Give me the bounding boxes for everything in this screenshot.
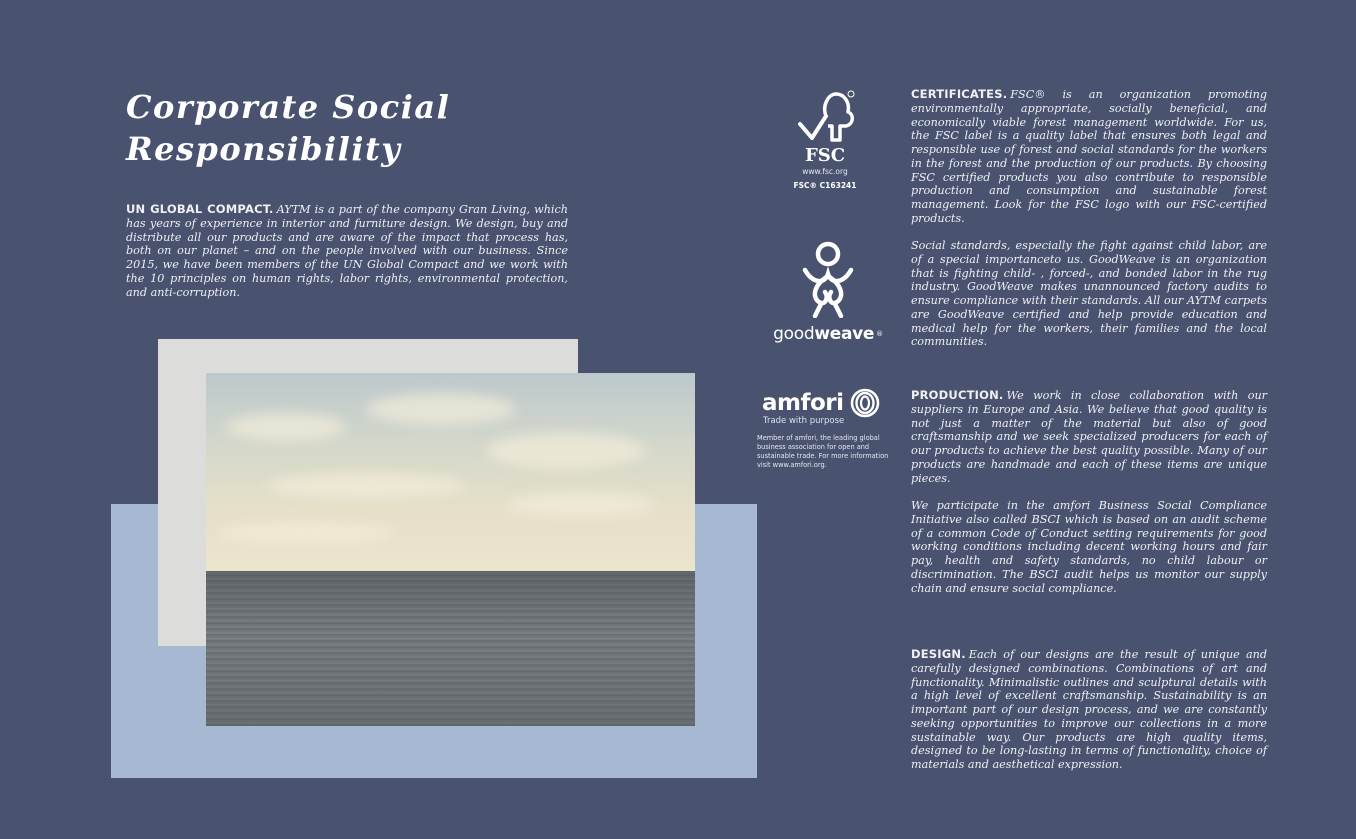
amfori-tagline: Trade with purpose (763, 416, 845, 426)
sea-horizon-photo (206, 373, 695, 726)
certificates-text: FSC® is an organization promoting environmentally appropriate, socially beneficial, and economically viable forest management worldwide. For us, the FSC label is a quality label that ensures both legal and responsible use of forest and social standards for the workers in the forest and the production of our products. By choosing FSC certified products you also contribute to responsible production and consumption and sustainable forest management. Look for the FSC logo with our FSC-certified products. (911, 88, 1267, 225)
fsc-url: www.fsc.org (802, 167, 848, 176)
certificates-paragraph (911, 88, 1267, 226)
amfori-wordmark: amfori (762, 390, 844, 416)
goodweave-logo (770, 240, 886, 346)
production-text: We work in close collaboration with our suppliers in Europe and Asia. We believe that good quality is not just a matter of the material but also of good craftsmanship and we seek specialized producers for each of our products to achieve the best quality possible. Many of our products are handmade and each of these items are unique pieces. (911, 389, 1267, 485)
bsci-paragraph: We participate in the amfori Business Social Compliance Initiative also called BSCI which is based on an audit scheme of a common Code of Conduct setting requirements for good working conditions including decent working hours and fair pay, health and safety standards, no child labour or discrimination. The BSCI audit helps us monitor our supply chain and ensure social compliance. (911, 499, 1267, 595)
amfori-description: Member of amfori, the leading global business association for open and sustainable trade. For more information visit www.amfori.org. (757, 434, 889, 469)
amfori-spiral-icon (850, 388, 880, 418)
goodweave-wordmark: goodweave ® (773, 324, 883, 344)
design-paragraph (911, 648, 1267, 772)
fsc-license-code: FSC® C163241 (793, 181, 857, 190)
goodweave-figure-icon (795, 240, 861, 318)
un-global-compact-paragraph (126, 203, 568, 299)
amfori-logo (757, 388, 891, 470)
design-text: Each of our designs are the result of unique and carefully designed combinations. Combinations of art and functionality. Minimalistic outlines and sculptural details with a high level of excellent craftsmanship. Sustainability is an important part of our design process, and we are constantly seeking opportunities to improve our collections in a more sustainable way. Our products are high quality items, designed to be long-lasting in terms of functionality, choice of materials and aesthetical expression. (911, 648, 1267, 771)
production-heading: PRODUCTION. (911, 388, 1004, 402)
social-standards-paragraph: Social standards, especially the fight against child labor, are of a special importanceto us. GoodWeave is an organization that is fighting child- , forced-, and bonded labor in the rug industry. GoodWeave makes unannounced factory audits to ensure compliance with their standards. All our AYTM carpets are GoodWeave certified and help provide education and medical help for the workers, their families and the local communities. (911, 239, 1267, 349)
fsc-wordmark: FSC (804, 145, 846, 166)
page-title: Corporate Social Responsibility (126, 88, 451, 168)
un-global-compact-heading: UN GLOBAL COMPACT. (126, 202, 274, 216)
fsc-logo (786, 86, 864, 194)
design-heading: DESIGN. (911, 647, 966, 661)
un-global-compact-text: AYTM is a part of the company Gran Living, which has years of experience in interior and furniture design. We design, buy and distribute all our products and are aware of the impact that process has, both on our planet – and on the people involved with our business. Since 2015, we have been members of the UN Global Compact and we work with the 10 principles on human rights, labor rights, environmental protection, and anti-corruption. (126, 203, 568, 299)
certificates-heading: CERTIFICATES. (911, 87, 1008, 101)
production-paragraph (911, 389, 1267, 485)
fsc-tree-icon (792, 86, 858, 146)
